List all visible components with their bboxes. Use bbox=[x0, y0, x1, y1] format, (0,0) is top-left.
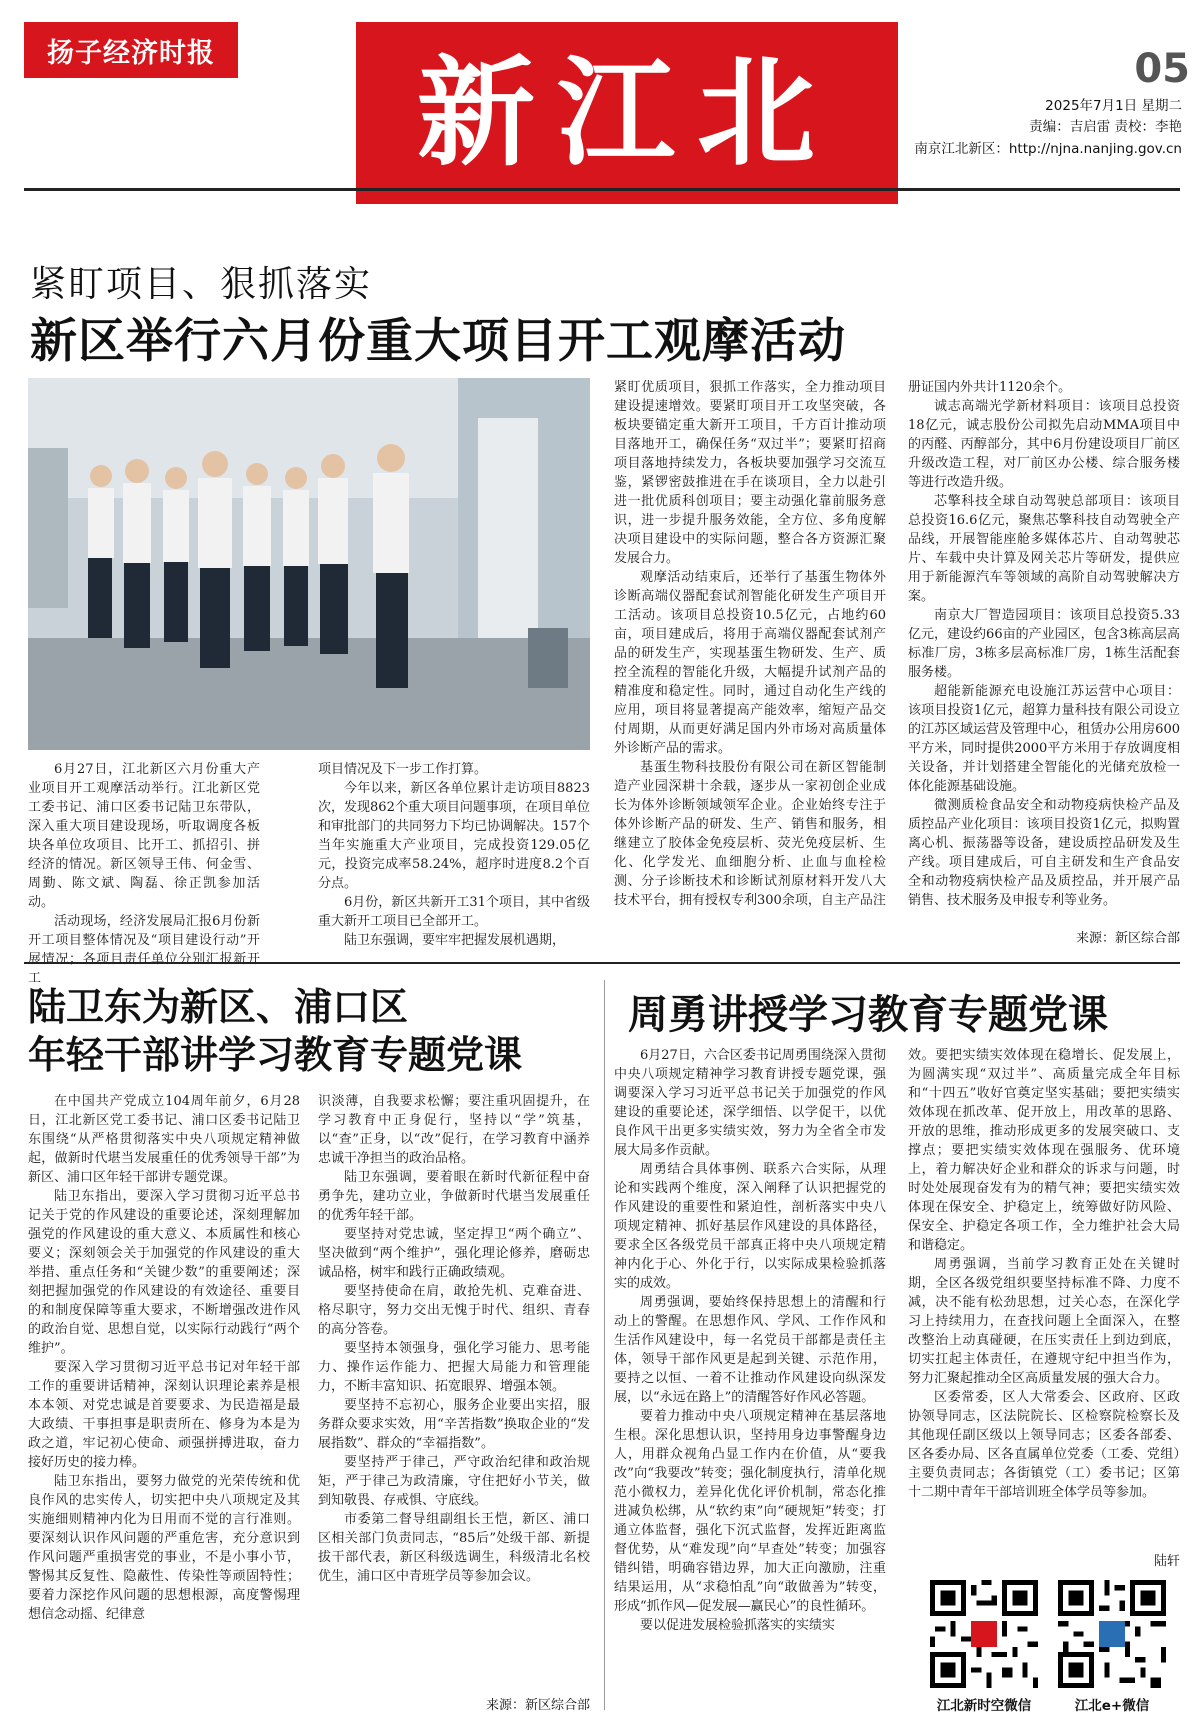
paragraph: 陆卫东指出，要深入学习贯彻习近平总书记关于党的作风建设的重要论述，深刻理解加强党的作风建设的重大意义、本质属性和核心要义；深刻领会关于加强党的作风建设的重大举措、重点任务和“关键少数”的重要阐述；深刻把握加强党的作风建设的有效途径、重要目的和制度保障等重大要求，不断增强改进作风的政治自觉、思想自觉，以实际行动践行“两个维护”。 bbox=[28, 1189, 300, 1356]
website-line[interactable]: 南京江北新区：http://njna.nanjing.gov.cn bbox=[914, 141, 1182, 157]
paragraph: 诚志高端光学新材料项目：该项目总投资18亿元，诚志股份公司拟先启动MMA项目中的丙醛、丙醇部分，其中6月份建设项目厂前区升级改造工程，对厂前区办公楼、综合服务楼等进行改造升级。 bbox=[908, 399, 1180, 490]
paragraph: 要以促进发展检验抓落实的实绩实 bbox=[640, 1618, 836, 1633]
paragraph: 识淡薄，自我要求松懈；要注重巩固提升，在学习教育中正身促行，坚持以“学”筑基，以“查”正身，以“改”促行，在学习教育中涵养忠诚干净担当的政治品格。 bbox=[318, 1094, 590, 1166]
paragraph: 紧盯优质项目，狠抓工作落实，全力推动项目建设提速增效。要紧盯项目开工攻坚突破，各板块要锚定重大新开工项目，千方百计推动项目落地开工，确保任务“双过半”；要紧盯招商项目落地持续发力，各板块要加强学习交流互鉴，紧锣密鼓推进在手在谈项目，全力以赴引进一批优质科创项目；要主动强化靠前服务意识，进一步提升服务效能，全方位、多角度解决项目建设中的实际问题，整合各方资源汇聚发展合力。 bbox=[614, 380, 886, 566]
header-rule bbox=[24, 188, 1180, 191]
article1-source: 来源：新区综合部 bbox=[1075, 931, 1180, 946]
paragraph: 要坚持对党忠诚，坚定捍卫“两个确立”、坚决做到“两个维护”，强化理论修养，磨砺忠诚品格，树牢和践行正确政绩观。 bbox=[318, 1227, 590, 1280]
section-rule bbox=[24, 962, 1180, 964]
column-divider bbox=[604, 980, 605, 1710]
paragraph: 项目情况及下一步工作打算。 bbox=[318, 762, 488, 777]
article2-source: 来源：新区综合部 bbox=[485, 1698, 590, 1713]
article1-column-1 bbox=[28, 760, 260, 986]
article2-column-2 bbox=[318, 1092, 590, 1686]
article1-column-2 bbox=[318, 760, 590, 948]
paragraph: 周勇结合具体事例、联系六合实际，从理论和实践两个维度，深入阐释了认识把握党的作风建设的重要性和紧迫性，剖析落实中央八项规定精神、抓好基层作风建设的具体路径，要求全区各级党员干部真正将中央八项规定精神内化于心、外化于行，以实际成果检验抓落实的成效。 bbox=[614, 1162, 886, 1291]
qr-code-label-2: 江北e+微信 bbox=[1074, 1698, 1150, 1714]
article3-author: 陆轩 bbox=[1153, 1554, 1180, 1569]
paragraph: 要着力推动中央八项规定精神在基层落地生根。深化思想认识，坚持用身边事警醒身边人，用群众视角凸显工作内在价值，从“要我改”向“我要改”转变；强化制度执行，清单化规范小微权力，差异化优化评价机制，常态化推进减负松绑，从“软约束”向“硬规矩”转变；打通立体监督，强化下沉式监督，发挥近距离监督优势，从“难发现”向“早查处”转变；加强容错纠错，明确容错边界，加大正向激励，注重结果运用，从“求稳怕乱”向“敢做善为”转变，形成“抓作风—促发展—赢民心”的良性循环。 bbox=[614, 1409, 886, 1614]
article1-column-3 bbox=[614, 378, 886, 943]
article3-column-2 bbox=[908, 1046, 1180, 1546]
newspaper-brand: 扬子经济时报 bbox=[24, 22, 238, 78]
paragraph: 6月份，新区共新开工31个项目，其中省级重大新开工项目已全部开工。 bbox=[318, 895, 590, 929]
paragraph: 陆卫东强调，要牢牢把握发展机遇期， bbox=[344, 933, 566, 948]
paragraph: 陆卫东指出，要努力做党的光荣传统和优良作风的忠实传人，切实把中央八项规定及其实施细则精神内化为日用而不觉的言行准则。要深刻认识作风问题的严重危害，充分意识到作风问题严重损害党的事业，不是小事小节，警惕其反复性、隐蔽性、传染性等顽固特性；要着力深挖作风问题的思想根源，高度警惕理想信念动摇、纪律意 bbox=[28, 1474, 300, 1622]
qr-code-jiangbei-eplus[interactable] bbox=[1058, 1580, 1166, 1688]
article2-headline-line2: 年轻干部讲学习教育专题党课 bbox=[28, 1033, 523, 1077]
article2-column-1 bbox=[28, 1092, 300, 1712]
paragraph: 册证国内外共计1120余个。 bbox=[908, 380, 1072, 395]
qr-code-icon bbox=[1058, 1580, 1166, 1688]
paragraph: 南京大厂智造园项目：该项目总投资5.33亿元，建设约66亩的产业园区，包含3栋高层高标准厂房，3栋多层高标准厂房，1栋生活配套服务楼。 bbox=[908, 608, 1180, 680]
article1-column-4 bbox=[908, 378, 1180, 918]
page-number: 05 bbox=[1134, 46, 1190, 92]
paragraph: 要坚持本领强身，强化学习能力、思考能力、操作运作能力、把握大局能力和管理能力，不断丰富知识、拓宽眼界、增强本领。 bbox=[318, 1341, 590, 1394]
masthead-banner bbox=[356, 22, 898, 204]
paragraph: 微测质检食品安全和动物疫病快检产品及质控品产业化项目：该项目投资1亿元，拟购置离心机、振荡器等设备，建设质控品研发及生产线。项目建成后，可自主研发和生产食品安全和动物疫病快检产品及质控品，并开展产品销售、技术服务及申报专利等业务。 bbox=[908, 798, 1180, 908]
paragraph: 超能新能源充电设施江苏运营中心项目：该项目投资1亿元，超算力量科技有限公司设立的江苏区域运营及管理中心，租赁办公用房600平方米，同时提供2000平方米用于存放调度相关设备，并计划搭建全智能化的光储充放检一体化能源基础设施。 bbox=[908, 684, 1180, 794]
article2-headline-line1: 陆卫东为新区、浦口区 bbox=[28, 985, 409, 1029]
qr-code-jiangbei-shikong[interactable] bbox=[930, 1580, 1038, 1688]
paragraph: 基蛋生物科技股份有限公司在新区智能制造产业园深耕十余载，逐步从一家初创企业成长为体外诊断领域领军企业。企业始终专注于体外诊断产品的研发、生产、销售和服务，相继建立了胶体金免疫层析、荧光免疫层析、生化、化学发光、血细胞分析、止血与血栓检测、分子诊断技术和诊断试剂原材料开发八大技术平台，拥有授权专利300余项，自主产品注 bbox=[614, 760, 886, 908]
paragraph: 市委第二督导组副组长王恺，新区、浦口区相关部门负责同志，“85后”处级干部、新提拔干部代表，新区科级选调生，科级清北名校优生，浦口区中青班学员等参加会议。 bbox=[318, 1512, 590, 1584]
paragraph: 观摩活动结束后，还举行了基蛋生物体外诊断高端仪器配套试剂智能化研发生产项目开工活动。该项目总投资10.5亿元，占地约60亩，项目建成后，将用于高端仪器配套试剂产品的研发生产，实现基蛋生物研发、生产、质控全流程的智能化升级，大幅提升试剂产品的精准度和稳定性。同时，通过自动化生产线的应用，项目将显著提高产能效率，缩短产品交付周期，从而更好满足国内外市场对高质量体外诊断产品的需求。 bbox=[614, 570, 886, 756]
article3-column-1 bbox=[614, 1046, 886, 1712]
paragraph: 今年以来，新区各单位累计走访项目8823次，发现862个重大项目问题事项，在项目单位和审批部门的共同努力下均已协调解决。157个当年实施重大产业项目，完成投资129.05亿元，投资完成率58.24%，超序时进度8.2个百分点。 bbox=[318, 781, 590, 891]
paragraph: 要坚持不忘初心，服务企业要出实招，服务群众要求实效，用“辛苦指数”换取企业的“发展指数”、群众的“幸福指数”。 bbox=[318, 1398, 590, 1451]
issue-date: 2025年7月1日 星期二 bbox=[1045, 98, 1182, 114]
masthead-calligraphy bbox=[356, 22, 898, 204]
photo-illustration bbox=[28, 378, 590, 750]
paragraph: 在中国共产党成立104周年前夕，6月28日，江北新区党工委书记、浦口区委书记陆卫东围绕“从严格贯彻落实中央八项规定精神做起，做新时代堪当发展重任的优秀领导干部”为新区、浦口区年轻干部讲专题党课。 bbox=[28, 1094, 300, 1185]
paragraph: 活动现场，经济发展局汇报6月份新开工项目整体情况及“项目建设行动”开展情况；各项目责任单位分别汇报新开工 bbox=[28, 914, 260, 986]
paragraph: 6月27日，江北新区六月份重大产业项目开工观摩活动举行。江北新区党工委书记、浦口区委书记陆卫东带队，深入重大项目建设现场，听取调度各板块各单位攻项目、比开工、抓招引、拼经济的情况。新区领导王伟、何金雪、周勤、陈文斌、陶磊、徐正凯参加活动。 bbox=[28, 762, 260, 910]
paragraph: 要坚持使命在肩，敢抢先机、克难奋进、格尽职守，努力交出无愧于时代、组织、青春的高分答卷。 bbox=[318, 1284, 590, 1337]
paragraph: 效。要把实绩实效体现在稳增长、促发展上，为圆满实现“双过半”、高质量完成全年目标和“十四五”收好官奠定坚实基础；要把实绩实效体现在抓改革、促开放上，用改革的思路、开放的思维，推动形成更多的发展突破口、支撑点；要把实绩实效体现在强服务、优环境上，着力解决好企业和群众的诉求与问题，时时处处展现奋发有为的精气神；要把实绩实效体现在保安全、护稳定上，统筹做好防风险、保安全、护稳定各项工作，全力维护社会大局和谐稳定。 bbox=[908, 1048, 1180, 1253]
masthead-title: 新江北 bbox=[416, 43, 838, 182]
paragraph: 芯擎科技全球自动驾驶总部项目：该项目总投资16.6亿元，聚焦芯擎科技自动驾驶全产品线，开展智能座舱多媒体芯片、自动驾驶芯片、车载中央计算及网关芯片等研发，提供应用于新能源汽车等领域的高阶自动驾驶解决方案。 bbox=[908, 494, 1180, 604]
editors-line: 责编：吉启雷 责校：李艳 bbox=[1029, 119, 1182, 135]
paragraph: 区委常委，区人大常委会、区政府、区政协领导同志，区法院院长、区检察院检察长及其他现任副区级以上领导同志；区委各部委、区各委办局、区各直属单位党委（工委、党组）主要负责同志；各街镇党（工）委书记；区第十二期中青年干部培训班全体学员等参加。 bbox=[908, 1390, 1180, 1500]
article3-headline: 周勇讲授学习教育专题党课 bbox=[628, 992, 1108, 1038]
article1-kicker: 紧盯项目、狠抓落实 bbox=[30, 264, 373, 305]
paragraph: 6月27日，六合区委书记周勇围绕深入贯彻中央八项规定精神学习教育讲授专题党课，强调要深入学习习近平总书记关于加强党的作风建设的重要论述，深学细悟、以学促干，以优良作风干出更多实绩实效，努力为全省全市发展大局多作贡献。 bbox=[614, 1048, 886, 1158]
qr-code-icon bbox=[930, 1580, 1038, 1688]
paragraph: 周勇强调，当前学习教育正处在关键时期，全区各级党组织要坚持标准不降、力度不减，决不能有松劲思想，过关心态，在深化学习上持续用力，在查找问题上全面深入，在整改整治上动真碰硬，在压实责任上到边到底，切实扛起主体责任，在遵规守纪中担当作为，努力汇聚起推动全区高质量发展的强大合力。 bbox=[908, 1257, 1180, 1386]
paragraph: 要深入学习贯彻习近平总书记对年轻干部工作的重要讲话精神，深刻认识理论素养是根本本领、对党忠诚是首要要求、为民造福是最大政绩、干事担事是职责所在、修身为本是为政之道，牢记初心使命、顽强拼搏进取，奋力接好历史的接力棒。 bbox=[28, 1360, 300, 1470]
paragraph: 周勇强调，要始终保持思想上的清醒和行动上的警醒。在思想作风、学风、工作作风和生活作风建设中，每一名党员干部都是责任主体，领导干部作风更是起到关键、示范作用，要持之以恒、一着不让推动作风建设向纵深发展，以“永远在路上”的清醒答好作风必答题。 bbox=[614, 1295, 886, 1405]
qr-code-label-1: 江北新时空微信 bbox=[936, 1698, 1032, 1714]
article1-headline: 新区举行六月份重大项目开工观摩活动 bbox=[30, 314, 846, 369]
paragraph: 要坚持严于律己，严守政治纪律和政治规矩，严于律己为政清廉，守住把好小节关，做到知敬畏、存戒惧、守底线。 bbox=[318, 1455, 590, 1508]
paragraph: 陆卫东强调，要着眼在新时代新征程中奋勇争先，建功立业，争做新时代堪当发展重任的优秀年轻干部。 bbox=[318, 1170, 590, 1223]
activity-photo bbox=[28, 378, 590, 750]
